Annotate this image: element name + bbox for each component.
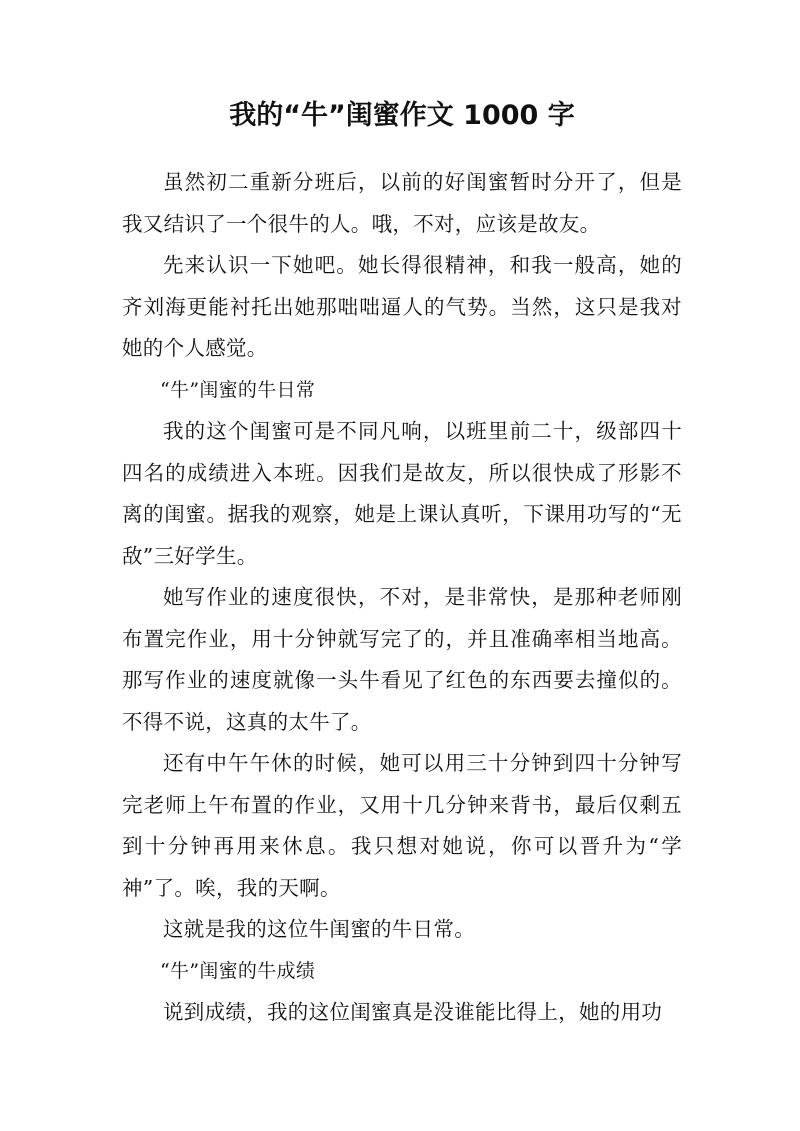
section-heading-grades: “牛”闺蜜的牛成绩 — [160, 959, 316, 982]
paragraph-6: 这就是我的这位牛闺蜜的牛日常。 — [163, 917, 475, 941]
paragraph-1: 虽然初二重新分班后，以前的好闺蜜暂时分开了，但是我又结识了一个很牛的人。哦，不对，应该是故友。 — [122, 170, 682, 236]
section-heading-daily: “牛”闺蜜的牛日常 — [160, 378, 316, 401]
paragraph-7: 说到成绩，我的这位闺蜜真是没谁能比得上，她的用功 — [163, 1000, 663, 1024]
paragraph-3: 我的这个闺蜜可是不同凡响，以班里前二十，级部四十四名的成绩进入本班。因我们是故友，所以很快成了形影不离的闺蜜。据我的观察，她是上课认真听，下课用功写的“无敌”三好学生。 — [122, 419, 682, 568]
paragraph-5: 还有中午午休的时候，她可以用三十分钟到四十分钟写完老师上午布置的作业，又用十几分钟来背书，最后仅剩五到十分钟再用来休息。我只想对她说，你可以晋升为“学神”了。唉，我的天啊。 — [122, 751, 682, 900]
paragraph-2: 先来认识一下她吧。她长得很精神，和我一般高，她的齐刘海更能衬托出她那咄咄逼人的气势。当然，这只是我对她的个人感觉。 — [122, 253, 682, 360]
page-title: 我的“牛”闺蜜作文 1000 字 — [229, 100, 575, 131]
paragraph-4: 她写作业的速度很快，不对，是非常快，是那种老师刚布置完作业，用十分钟就写完了的，并且准确率相当地高。那写作业的速度就像一头牛看见了红色的东西要去撞似的。不得不说，这真的太牛了。 — [122, 585, 682, 734]
